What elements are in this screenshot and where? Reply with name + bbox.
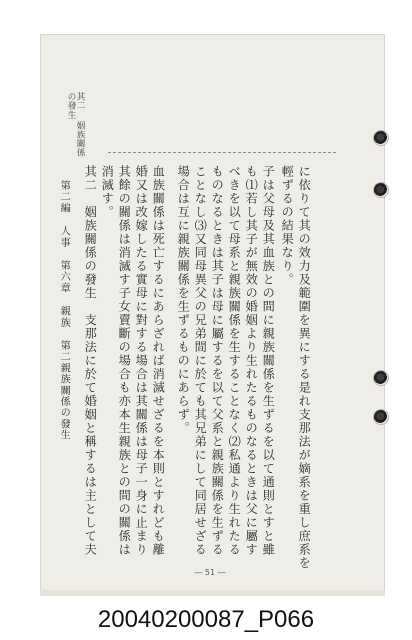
text-column: べきを以て母系と親族關係を生することなく⑵私通より生れたる [227,165,242,557]
text-column: 場合は互に親族關係を生ずるものにあらず。 [176,165,191,435]
page-bottom-edge [40,590,385,596]
text-column: 婚又は改嫁したる實母に對する場合は其關係は母子一身に止まり [134,165,149,557]
text-column: 血族關係は死亡するにあらざれば消滅せざるを本則とすれども離 [151,165,166,557]
binding-hole [374,371,388,385]
binding-hole [374,183,388,197]
section-divider-rule [108,152,336,153]
binding-hole [374,131,388,145]
scan-file-label: 20040200087_P066 [97,606,315,633]
text-column: ことなし⑶又同母異父の兄弟間に於ても其兄弟にして同居せざる [193,165,208,557]
text-column: に依りて其の效力及範圍を異にする是れ支那法が嫡系を重し庶系を [297,165,312,570]
binding-hole [374,410,388,424]
margin-heading-note: 其二 姻族關係の發生 [66,92,86,158]
text-column: 子は父母及其血族との間に親族關係を生ずるを以て通則とすと雖 [261,165,276,557]
text-column: も⑴若し其子が無效の婚姻より生れたるものなるときは父に屬す [244,165,259,557]
text-column: 其二 姻族關係の發生 支那法に於て婚姻と稱するは主として夫 [83,165,98,557]
text-column: 消滅す。 [100,165,115,219]
text-column: 輕ずるの結果なり。 [280,165,295,287]
page-number: ― 51 ― [194,568,226,577]
running-head: 第二編 人事 第六章 親族 第二親族關係の發生 [58,180,70,441]
text-column: ものなるときは其子は母に屬するを以て父系と親族關係を生ずる [210,165,225,557]
text-column: 其餘の關係は消滅す子女賣斷の場合も亦本生親族との間の關係は [117,165,132,557]
